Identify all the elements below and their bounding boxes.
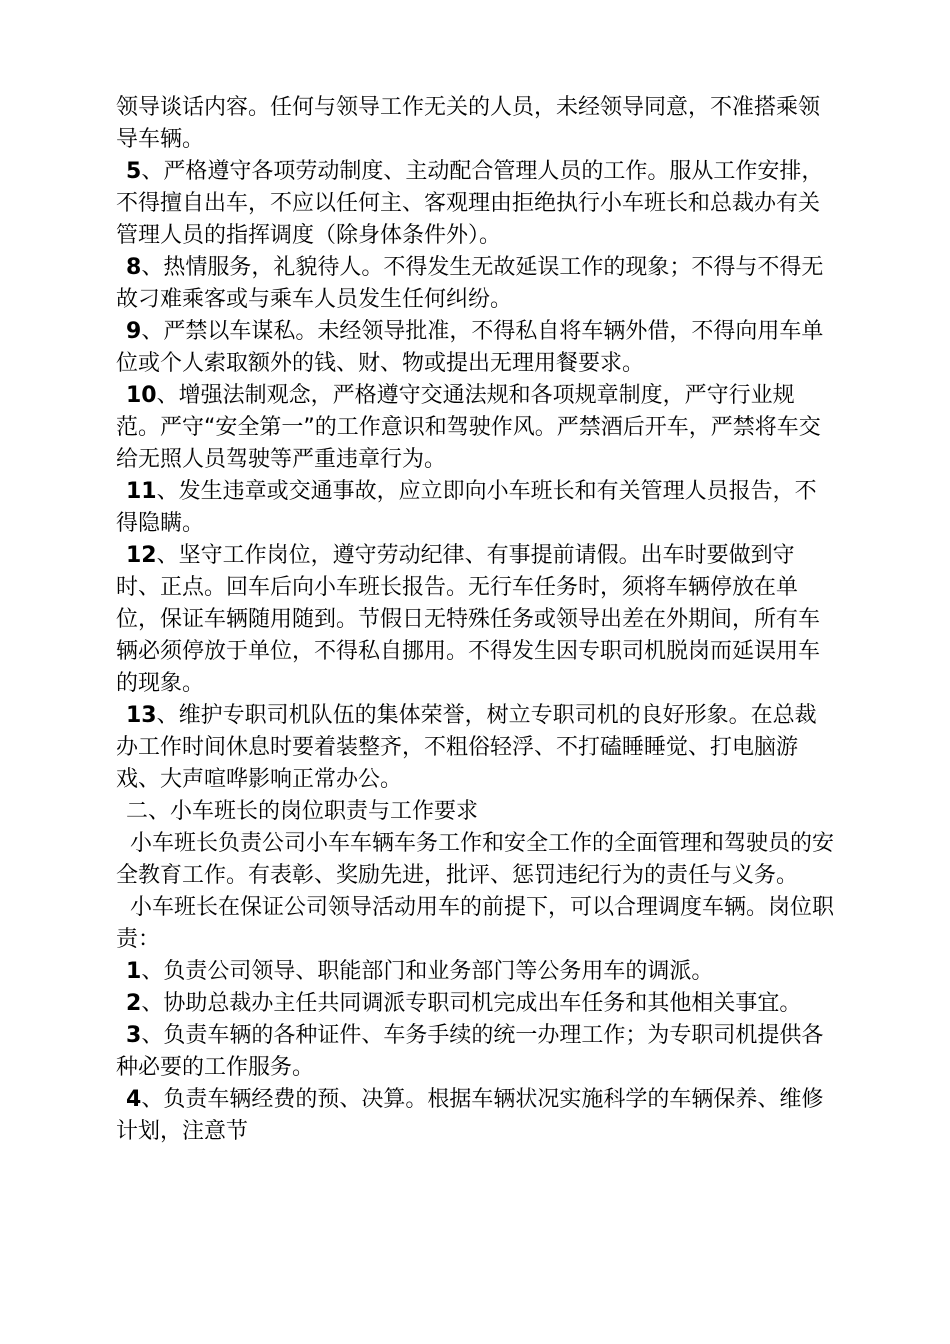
paragraph-list (116, 92, 836, 1148)
paragraph-text: 、负责车辆的各种证件、车务手续的统一办理工作；为专职司机提供各种必要的工作服务。 (116, 1023, 824, 1080)
item-number: 12 (126, 543, 157, 568)
paragraph-text: 小车班长在保证公司领导活动用车的前提下，可以合理调度车辆。岗位职责： (116, 895, 835, 952)
paragraph (116, 380, 836, 476)
paragraph (116, 1020, 836, 1084)
paragraph (116, 1084, 836, 1148)
item-number: 10 (126, 383, 157, 408)
paragraph (116, 252, 836, 316)
document-page (116, 92, 836, 1148)
item-number: 3 (126, 1023, 142, 1048)
paragraph (116, 956, 836, 988)
paragraph (116, 828, 836, 892)
paragraph-text: 、负责车辆经费的预、决算。根据车辆状况实施科学的车辆保养、维修计划，注意节 (116, 1087, 824, 1144)
paragraph-text: 领导谈话内容。任何与领导工作无关的人员，未经领导同意，不准搭乘领导车辆。 (116, 95, 821, 152)
paragraph-text: 、负责公司领导、职能部门和业务部门等公务用车的调派。 (141, 959, 714, 984)
paragraph (116, 156, 836, 252)
paragraph (116, 476, 836, 540)
paragraph (116, 988, 836, 1020)
paragraph (116, 540, 836, 700)
paragraph (116, 892, 836, 956)
paragraph-text: 、严格遵守各项劳动制度、主动配合管理人员的工作。服从工作安排，不得擅自出车，不应以任何主、客观理由拒绝执行小车班长和总裁办有关管理人员的指挥调度（除身体条件外）。 (116, 159, 824, 248)
item-number: 4 (126, 1087, 142, 1112)
item-number: 8 (126, 255, 142, 280)
paragraph (116, 92, 836, 156)
item-number: 1 (126, 959, 142, 984)
paragraph (116, 796, 836, 828)
paragraph-text: 、热情服务，礼貌待人。不得发生无故延误工作的现象；不得与不得无故刁难乘客或与乘车人员发生任何纠纷。 (116, 255, 824, 312)
paragraph (116, 700, 836, 796)
paragraph-text: 、协助总裁办主任共同调派专职司机完成出车任务和其他相关事宜。 (141, 991, 802, 1016)
paragraph (116, 316, 836, 380)
item-number: 11 (126, 479, 157, 504)
paragraph-text: 、维护专职司机队伍的集体荣誉，树立专职司机的良好形象。在总裁办工作时间休息时要着装整齐，不粗俗轻浮、不打磕睡睡觉、打电脑游戏、大声喧哗影响正常办公。 (116, 703, 817, 792)
item-number: 2 (126, 991, 142, 1016)
item-number: 13 (126, 703, 157, 728)
paragraph-text: 二、小车班长的岗位职责与工作要求 (126, 799, 479, 824)
item-number: 9 (126, 319, 142, 344)
paragraph-text: 、坚守工作岗位，遵守劳动纪律、有事提前请假。出车时要做到守时、正点。回车后向小车班长报告。无行车任务时，须将车辆停放在单位，保证车辆随用随到。节假日无特殊任务或领导出差在外期间，所有车辆必须停放于单位，不得私自挪用。不得发生因专职司机脱岗而延误用车的现象。 (116, 543, 821, 696)
paragraph-text: 、增强法制观念，严格遵守交通法规和各项规章制度，严守行业规范。严守“安全第一”的工作意识和驾驶作风。严禁酒后开车，严禁将车交给无照人员驾驶等严重违章行为。 (116, 383, 821, 472)
paragraph-text: 小车班长负责公司小车车辆车务工作和安全工作的全面管理和驾驶员的安全教育工作。有表彰、奖励先进，批评、惩罚违纪行为的责任与义务。 (116, 831, 835, 888)
paragraph-text: 、严禁以车谋私。未经领导批准，不得私自将车辆外借，不得向用车单位或个人索取额外的钱、财、物或提出无理用餐要求。 (116, 319, 824, 376)
item-number: 5 (126, 159, 142, 184)
paragraph-text: 、发生违章或交通事故，应立即向小车班长和有关管理人员报告，不得隐瞒。 (116, 479, 817, 536)
